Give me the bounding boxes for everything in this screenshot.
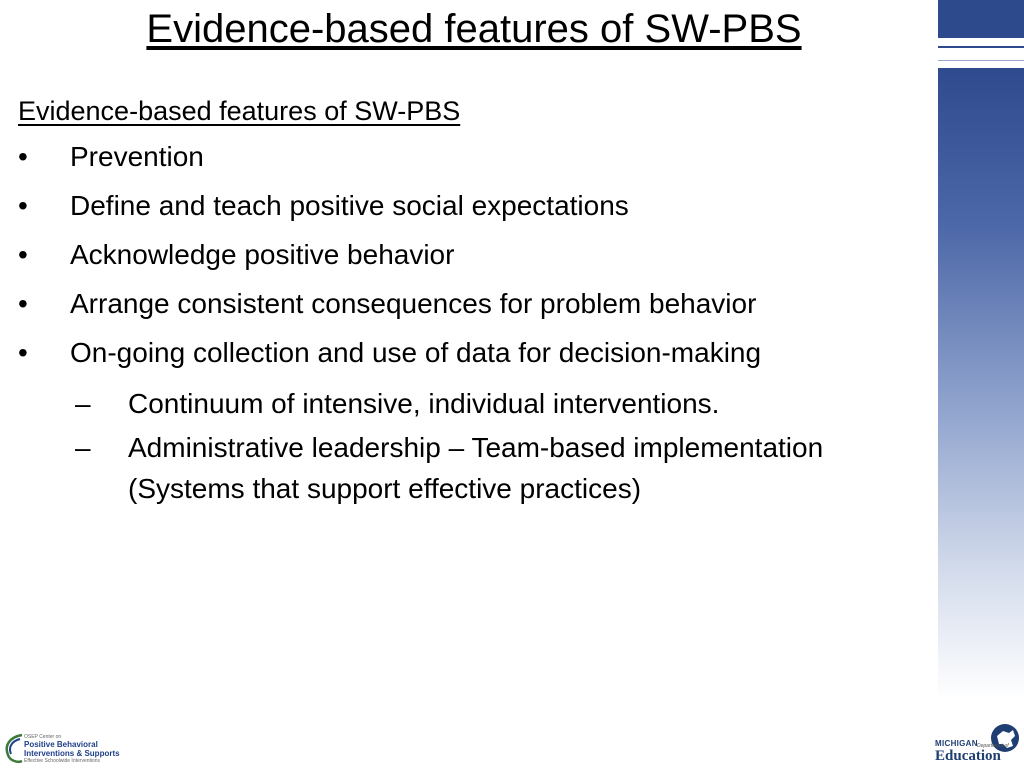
bullet-text: On-going collection and use of data for decision-making [70, 337, 762, 368]
header-accent-block [938, 0, 1024, 38]
bullet-text: Prevention [70, 141, 204, 172]
bullet-marker: • [18, 239, 28, 270]
bullet-marker: • [18, 190, 28, 221]
pbis-logo-line1: Positive Behavioral [24, 740, 98, 749]
bullet-text: Acknowledge positive behavior [70, 239, 455, 270]
bullet-marker: • [18, 141, 28, 172]
slide-content [18, 92, 938, 512]
bullet-item [18, 236, 938, 285]
sidebar-gradient [938, 68, 1024, 700]
header-accent-thin-line [938, 60, 1024, 61]
bullet-item [18, 187, 938, 236]
pbis-swoosh-icon [4, 731, 24, 765]
mde-logo [933, 722, 1021, 766]
sub-bullet-text: Continuum of intensive, individual interventions. [128, 388, 720, 419]
pbis-logo [4, 731, 120, 765]
pbis-logo-line3: Effective Schoolwide Interventions [24, 758, 101, 764]
bullet-marker: • [18, 337, 28, 368]
mde-logo-department: Department of [977, 743, 1009, 749]
sub-bullet-item [75, 427, 938, 509]
bullet-marker: • [18, 288, 28, 319]
sub-bullet-marker: – [75, 432, 91, 463]
sub-bullet-marker: – [75, 388, 91, 419]
bullet-text: Define and teach positive social expectations [70, 190, 629, 221]
header-accent-line [938, 46, 1024, 48]
slide-title: Evidence-based features of SW-PBS [146, 7, 802, 51]
bullet-text: Arrange consistent consequences for problem behavior [70, 288, 757, 319]
sub-bullet-item [75, 383, 938, 424]
pbis-logo-line2: Interventions & Supports [24, 749, 120, 758]
mde-logo-education: Education [935, 748, 1001, 764]
bullet-item [18, 138, 938, 187]
pbis-logo-line0: OSEP Center on [24, 734, 62, 740]
bullet-item [18, 285, 938, 334]
mde-logo-michigan: MICHIGAN [935, 739, 978, 748]
bullet-item [18, 334, 938, 383]
sub-bullet-text: Administrative leadership – Team-based implementation (Systems that support effective practices) [128, 432, 824, 504]
content-heading: Evidence-based features of SW-PBS [18, 96, 461, 126]
